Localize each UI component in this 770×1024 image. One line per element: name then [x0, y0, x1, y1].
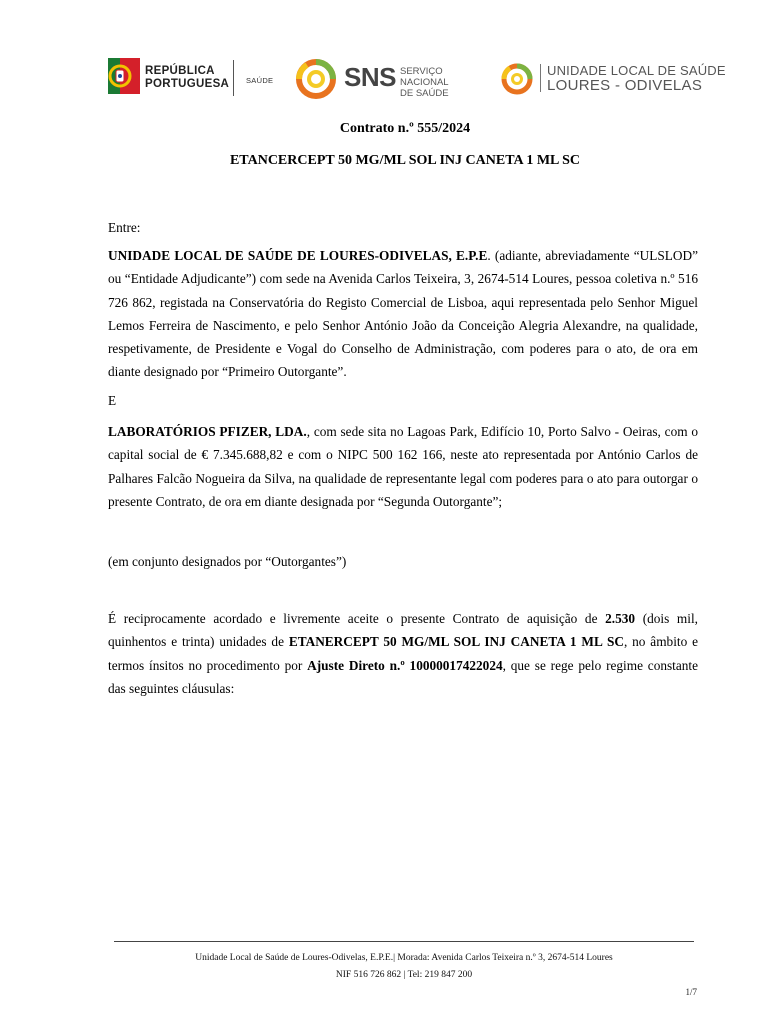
agreement-text-1: É reciprocamente acordado e livremente aceite o presente Contrato de aquisição de	[108, 611, 606, 626]
uls-loures-odivelas-logo	[500, 56, 726, 102]
contract-subject	[0, 153, 770, 169]
footer-contacts: NIF 516 726 862 | Tel: 219 847 200	[335, 970, 473, 980]
sns-line1: SERVIÇO NACIONAL	[400, 66, 449, 88]
page-number: 1/7	[685, 987, 697, 997]
outorgantes-note: (em conjunto designados por “Outorgantes”)	[108, 554, 347, 569]
contract-number: Contrato n.º 555/2024	[339, 121, 471, 136]
uls-line2: LOURES - ODIVELAS	[547, 77, 703, 94]
second-party-name: LABORATÓRIOS PFIZER, LDA.	[108, 424, 307, 439]
second-party-paragraph	[108, 420, 698, 513]
sns-line2: DE SAÚDE	[400, 88, 449, 99]
agreement-quantity: 2.530	[605, 611, 636, 626]
agreement-paragraph	[108, 607, 698, 700]
sns-name	[400, 66, 488, 99]
logo-divider	[540, 64, 541, 92]
republica-area-label: SAÚDE	[246, 76, 274, 85]
entre-label: Entre:	[108, 220, 141, 235]
footer-divider	[114, 941, 694, 942]
agreement-text-3: , no âmbito e termos ínsitos no procedimento por	[108, 634, 698, 673]
republica-portuguesa-wordmark	[145, 65, 229, 91]
header-logos	[108, 56, 726, 102]
republica-portuguesa-logo	[108, 56, 274, 102]
e-connector: E	[108, 393, 117, 408]
agreement-text-4: , que se rege pelo regime constante das seguintes cláusulas:	[108, 657, 699, 696]
uls-emblem-icon	[500, 56, 536, 102]
republica-line1: REPÚBLICA	[145, 65, 215, 77]
first-party-name: UNIDADE LOCAL DE SAÚDE DE LOURES-ODIVELAS, E.P.E	[108, 248, 488, 263]
sns-logo	[293, 56, 488, 102]
logo-divider	[233, 60, 234, 96]
contract-subject-text: ETANCERCEPT 50 MG/ML SOL INJ CANETA 1 ML SC	[229, 153, 581, 168]
republica-line2: PORTUGUESA	[145, 78, 230, 90]
agreement-text-2: (dois mil, quinhentos e trinta) unidades de	[108, 611, 698, 650]
first-party-text: . (adiante, abreviadamente “ULSLOD” ou “Entidade Adjudicante”) com sede na Avenida Carlos Teixeira, 3, 2674-514 Loures, pessoa coletiva n.º 516 726 862, registada na Conservatória do Registo Comercial de Lisboa, aqui representada pelo Senhor Miguel Lemos Ferreira de Nascimento, e pelo Senhor António João da Conceição Alegria Alexandre, na qualidade, respetivamente, de Presidente e Vogal do Conselho de Administração, com poderes para o ato, de ora em diante designado por “Primeiro Outorgante”.	[108, 248, 698, 380]
uls-line1: UNIDADE LOCAL DE SAÚDE	[547, 63, 726, 78]
sns-acronym: SNS	[344, 62, 396, 92]
footer-address: Unidade Local de Saúde de Loures-Odivelas, E.P.E.| Morada: Avenida Carlos Teixeira n.º 3, 2674-514 Loures	[195, 953, 613, 963]
first-party-paragraph	[108, 244, 698, 384]
second-party-text: , com sede sita no Lagoas Park, Edifício 10, Porto Salvo - Oeiras, com o capital social de € 7.345.688,82 e com o NIPC 500 162 166, neste ato representada por António Carlos de Palhares Falcão Nogueira da Silva, na qualidade de representante legal com poderes para o ato para outorgar o presente Contrato, de ora em diante designada por “Segunda Outorgante”;	[108, 424, 699, 509]
republica-portuguesa-emblem-icon	[108, 56, 140, 96]
agreement-product: ETANERCEPT 50 MG/ML SOL INJ CANETA 1 ML SC	[288, 634, 624, 650]
sns-emblem-icon	[293, 56, 339, 102]
agreement-procedure: Ajuste Direto n.º 10000017422024	[307, 657, 503, 673]
